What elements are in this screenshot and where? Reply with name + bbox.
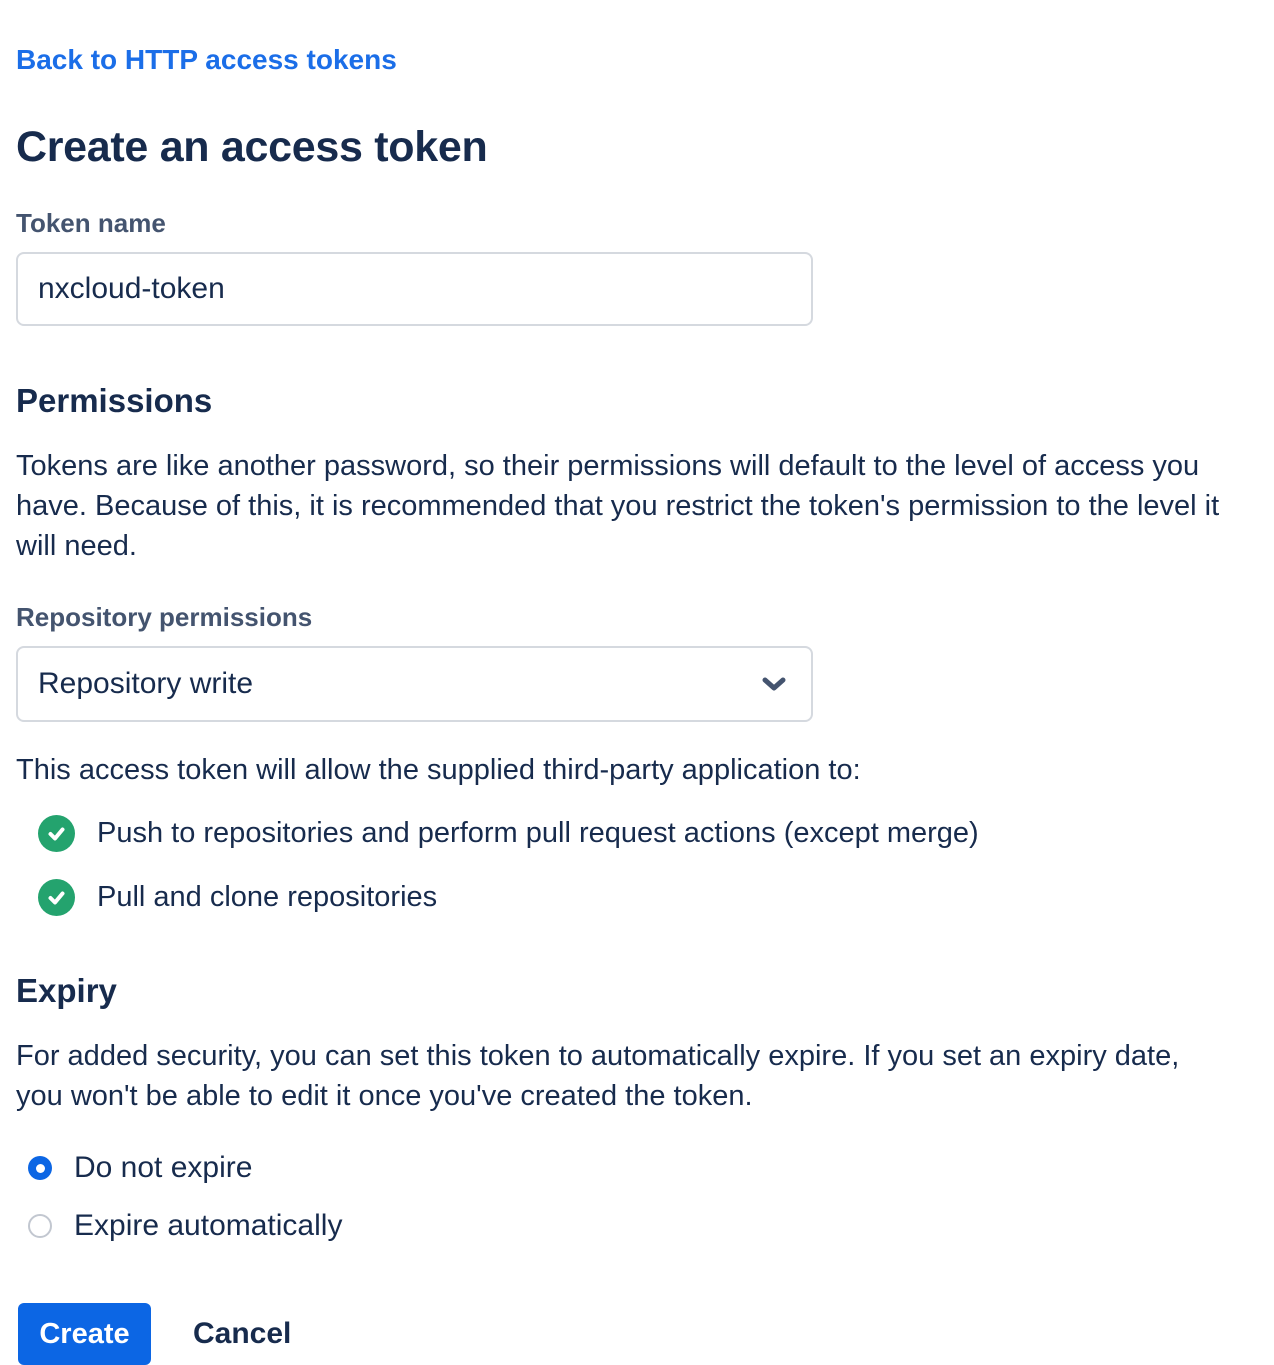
repository-permissions-label: Repository permissions (16, 602, 313, 632)
radio-label-do-not-expire[interactable]: Do not expire (74, 1151, 253, 1184)
check-circle-icon (38, 879, 75, 916)
radio-expire-automatically[interactable] (28, 1214, 52, 1238)
permissions-heading: Permissions (16, 382, 213, 419)
back-to-http-access-tokens-link[interactable]: Back to HTTP access tokens (16, 44, 397, 75)
allow-intro-text: This access token will allow the supplied third-party application to: (16, 754, 861, 786)
chevron-down-icon (761, 675, 787, 693)
page-title: Create an access token (16, 123, 488, 171)
check-circle-icon (38, 815, 75, 852)
allow-item (38, 815, 1258, 852)
permissions-description: Tokens are like another password, so their permissions will default to the level of access you have. Because of this, it is recommended that you restrict the token's permission to the level it will need. (16, 450, 1220, 562)
token-name-label: Token name (16, 208, 166, 238)
radio-do-not-expire[interactable] (28, 1156, 52, 1180)
allow-item (38, 879, 1258, 916)
expiry-description: For added security, you can set this token to automatically expire. If you set an expiry date, you won't be able to edit it once you've created the token. (16, 1040, 1180, 1112)
create-button[interactable]: Create (18, 1303, 151, 1365)
repository-permissions-select[interactable] (16, 646, 813, 722)
expiry-heading: Expiry (16, 972, 117, 1009)
token-name-input[interactable] (16, 252, 813, 326)
repository-permissions-selected-value: Repository write (38, 667, 254, 700)
expiry-option-expire-automatically (28, 1209, 1258, 1243)
allow-item-label: Push to repositories and perform pull request actions (except merge) (97, 817, 979, 849)
radio-label-expire-automatically[interactable]: Expire automatically (74, 1209, 343, 1242)
form-actions (18, 1303, 1258, 1365)
expiry-option-do-not-expire (28, 1151, 1258, 1185)
allow-item-label: Pull and clone repositories (97, 881, 438, 913)
cancel-button[interactable]: Cancel (193, 1317, 292, 1350)
radio-selected-dot (36, 1164, 45, 1173)
